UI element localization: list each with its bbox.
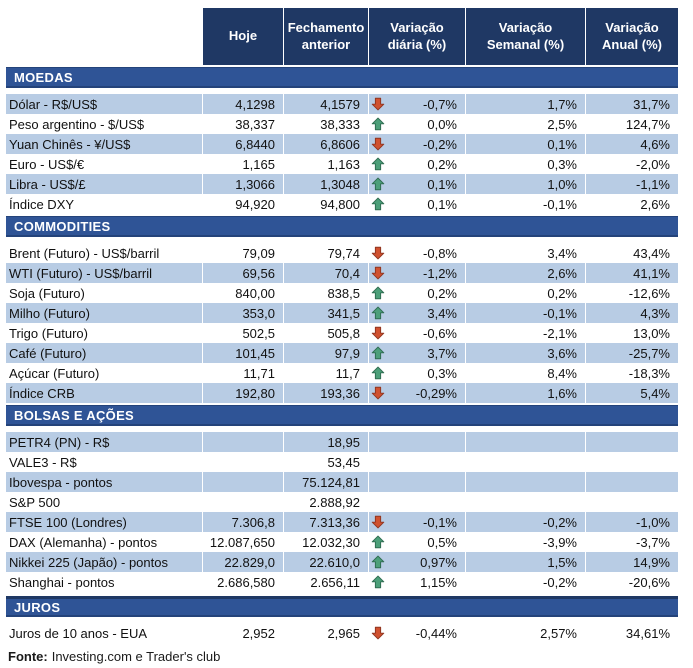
today-value: 6,8440 bbox=[202, 134, 283, 154]
today-value: 1,165 bbox=[202, 154, 283, 174]
row-label: DAX (Alemanha) - pontos bbox=[9, 534, 158, 550]
today-value: 1,3066 bbox=[202, 174, 283, 194]
row-label: Café (Futuro) bbox=[6, 343, 202, 363]
weekly-change-value: 1,5% bbox=[465, 552, 585, 572]
previous-close-value: 18,95 bbox=[283, 432, 368, 452]
daily-change-cell bbox=[368, 263, 465, 283]
annual-change-value bbox=[585, 492, 678, 512]
annual-change-value: 13,0% bbox=[585, 323, 678, 343]
weekly-change-value: -0,1% bbox=[465, 194, 585, 214]
weekly-change-value: 2,5% bbox=[465, 114, 585, 134]
row-label: Açúcar (Futuro) bbox=[9, 365, 100, 381]
previous-close-value: 341,5 bbox=[283, 303, 368, 323]
previous-close-value: 7.313,36 bbox=[283, 512, 368, 532]
daily-change-cell bbox=[368, 572, 465, 592]
today-value: 22.829,0 bbox=[202, 552, 283, 572]
down-arrow-icon bbox=[371, 326, 385, 341]
annual-change-value: -1,1% bbox=[585, 174, 678, 194]
annual-change-value: 124,7% bbox=[585, 114, 678, 134]
daily-change-cell bbox=[368, 492, 465, 512]
today-value bbox=[202, 452, 283, 472]
section-header: MOEDAS bbox=[6, 67, 678, 88]
today-value: 101,45 bbox=[202, 343, 283, 363]
daily-change-value: 0,97% bbox=[420, 554, 457, 570]
table-row bbox=[6, 623, 693, 643]
daily-change-value: -0,7% bbox=[423, 96, 457, 112]
weekly-change-value: -0,1% bbox=[465, 303, 585, 323]
annual-change-value: 43,4% bbox=[585, 243, 678, 263]
down-arrow-icon bbox=[371, 137, 385, 152]
daily-change-value: 0,1% bbox=[427, 176, 457, 192]
table-row bbox=[6, 552, 693, 572]
section-bolsas-e-a-es bbox=[6, 405, 693, 592]
today-value: 7.306,8 bbox=[202, 512, 283, 532]
row-label: Libra - US$/£ bbox=[6, 174, 202, 194]
row-label: Juros de 10 anos - EUA bbox=[9, 625, 148, 641]
weekly-change-value: 3,6% bbox=[465, 343, 585, 363]
daily-change-value: -0,1% bbox=[423, 514, 457, 530]
daily-change-cell bbox=[368, 623, 465, 643]
daily-change-cell bbox=[368, 323, 465, 343]
down-arrow-icon bbox=[371, 515, 385, 530]
source-text: Investing.com e Trader's club bbox=[51, 649, 221, 664]
daily-change-value: -0,29% bbox=[415, 385, 457, 401]
previous-close-value: 6,8606 bbox=[283, 134, 368, 154]
weekly-change-value: 0,2% bbox=[465, 283, 585, 303]
today-value: 12.087,650 bbox=[202, 532, 283, 552]
previous-close-value: 2,965 bbox=[283, 623, 368, 643]
daily-change-cell bbox=[368, 303, 465, 323]
previous-close-value: 75.124,81 bbox=[283, 472, 368, 492]
weekly-change-value: 0,3% bbox=[465, 154, 585, 174]
table-row bbox=[6, 572, 693, 592]
today-value: 353,0 bbox=[202, 303, 283, 323]
daily-change-cell bbox=[368, 383, 465, 403]
daily-change-cell bbox=[368, 452, 465, 472]
today-value: 502,5 bbox=[202, 323, 283, 343]
row-label: Nikkei 225 (Japão) - pontos bbox=[6, 552, 202, 572]
weekly-change-value: -0,2% bbox=[465, 512, 585, 532]
annual-change-value: 34,61% bbox=[585, 623, 678, 643]
weekly-change-value: 2,57% bbox=[465, 623, 585, 643]
daily-change-cell bbox=[368, 174, 465, 194]
annual-change-value: 4,6% bbox=[585, 134, 678, 154]
table-row bbox=[6, 512, 693, 532]
row-label: Trigo (Futuro) bbox=[9, 325, 88, 341]
previous-close-value: 11,7 bbox=[283, 363, 368, 383]
row-label: Yuan Chinês - ¥/US$ bbox=[6, 134, 202, 154]
today-value bbox=[202, 472, 283, 492]
down-arrow-icon bbox=[371, 246, 385, 261]
row-label: Ibovespa - pontos bbox=[6, 472, 202, 492]
annual-change-value: -12,6% bbox=[585, 283, 678, 303]
up-arrow-icon bbox=[371, 177, 385, 192]
table-row bbox=[6, 432, 693, 452]
today-value: 4,1298 bbox=[202, 94, 283, 114]
weekly-change-value bbox=[465, 432, 585, 452]
daily-change-cell bbox=[368, 94, 465, 114]
table-row bbox=[6, 323, 693, 343]
up-arrow-icon bbox=[371, 286, 385, 301]
down-arrow-icon bbox=[371, 386, 385, 401]
weekly-change-value: 1,7% bbox=[465, 94, 585, 114]
previous-close-value: 2.888,92 bbox=[283, 492, 368, 512]
daily-change-cell bbox=[368, 552, 465, 572]
daily-change-value: -1,2% bbox=[423, 265, 457, 281]
weekly-change-value bbox=[465, 492, 585, 512]
previous-close-value: 97,9 bbox=[283, 343, 368, 363]
daily-change-cell bbox=[368, 243, 465, 263]
table-row bbox=[6, 194, 693, 214]
down-arrow-icon bbox=[371, 266, 385, 281]
annual-change-value: -3,7% bbox=[585, 532, 678, 552]
daily-change-value: -0,6% bbox=[423, 325, 457, 341]
weekly-change-value: -2,1% bbox=[465, 323, 585, 343]
daily-change-value: 0,5% bbox=[427, 534, 457, 550]
today-value: 192,80 bbox=[202, 383, 283, 403]
daily-change-value: 0,2% bbox=[427, 285, 457, 301]
daily-change-cell bbox=[368, 472, 465, 492]
row-label: VALE3 - R$ bbox=[9, 454, 77, 470]
section-header: BOLSAS E AÇÕES bbox=[6, 405, 678, 426]
down-arrow-icon bbox=[371, 626, 385, 641]
annual-change-value bbox=[585, 432, 678, 452]
row-label: WTI (Futuro) - US$/barril bbox=[6, 263, 202, 283]
daily-change-value: 3,4% bbox=[427, 305, 457, 321]
today-value: 79,09 bbox=[202, 243, 283, 263]
section-moedas bbox=[6, 67, 693, 214]
daily-change-value: -0,44% bbox=[415, 625, 457, 641]
table-row bbox=[6, 452, 693, 472]
annual-change-value: 31,7% bbox=[585, 94, 678, 114]
today-value bbox=[202, 432, 283, 452]
table-row bbox=[6, 343, 693, 363]
column-header-2: Variação diária (%) bbox=[368, 8, 465, 65]
previous-close-value: 2.656,11 bbox=[283, 572, 368, 592]
section-commodities bbox=[6, 216, 693, 403]
daily-change-cell bbox=[368, 512, 465, 532]
daily-change-cell bbox=[368, 134, 465, 154]
daily-change-value: 3,7% bbox=[427, 345, 457, 361]
row-label: Índice DXY bbox=[9, 196, 75, 212]
today-value: 2,952 bbox=[202, 623, 283, 643]
previous-close-value: 12.032,30 bbox=[283, 532, 368, 552]
previous-close-value: 505,8 bbox=[283, 323, 368, 343]
today-value: 94,920 bbox=[202, 194, 283, 214]
daily-change-value: -0,2% bbox=[423, 136, 457, 152]
column-header-0: Hoje bbox=[202, 8, 283, 65]
table-row bbox=[6, 492, 693, 512]
up-arrow-icon bbox=[371, 306, 385, 321]
row-label: Brent (Futuro) - US$/barril bbox=[9, 245, 160, 261]
weekly-change-value: 3,4% bbox=[465, 243, 585, 263]
weekly-change-value: 2,6% bbox=[465, 263, 585, 283]
up-arrow-icon bbox=[371, 117, 385, 132]
source-label: Fonte: bbox=[8, 649, 48, 664]
previous-close-value: 4,1579 bbox=[283, 94, 368, 114]
daily-change-value: 0,2% bbox=[427, 156, 457, 172]
weekly-change-value: -0,2% bbox=[465, 572, 585, 592]
up-arrow-icon bbox=[371, 346, 385, 361]
annual-change-value: 2,6% bbox=[585, 194, 678, 214]
daily-change-cell bbox=[368, 114, 465, 134]
daily-change-value: 1,15% bbox=[420, 574, 457, 590]
today-value: 840,00 bbox=[202, 283, 283, 303]
weekly-change-value bbox=[465, 472, 585, 492]
table-row bbox=[6, 154, 693, 174]
previous-close-value: 838,5 bbox=[283, 283, 368, 303]
up-arrow-icon bbox=[371, 575, 385, 590]
previous-close-value: 193,36 bbox=[283, 383, 368, 403]
daily-change-value: 0,3% bbox=[427, 365, 457, 381]
previous-close-value: 1,163 bbox=[283, 154, 368, 174]
section-juros bbox=[6, 596, 693, 643]
row-label: S&P 500 bbox=[9, 494, 61, 510]
row-label: Índice CRB bbox=[6, 383, 202, 403]
table-body bbox=[6, 67, 693, 643]
daily-change-value: -0,8% bbox=[423, 245, 457, 261]
table-row bbox=[6, 114, 693, 134]
annual-change-value: -2,0% bbox=[585, 154, 678, 174]
annual-change-value: -25,7% bbox=[585, 343, 678, 363]
row-label: Dólar - R$/US$ bbox=[6, 94, 202, 114]
daily-change-value: 0,1% bbox=[427, 196, 457, 212]
row-label: Shanghai - pontos bbox=[9, 574, 115, 590]
annual-change-value bbox=[585, 452, 678, 472]
annual-change-value: -18,3% bbox=[585, 363, 678, 383]
previous-close-value: 53,45 bbox=[283, 452, 368, 472]
annual-change-value: 41,1% bbox=[585, 263, 678, 283]
annual-change-value: -20,6% bbox=[585, 572, 678, 592]
today-value: 2.686,580 bbox=[202, 572, 283, 592]
row-label: FTSE 100 (Londres) bbox=[6, 512, 202, 532]
up-arrow-icon bbox=[371, 197, 385, 212]
down-arrow-icon bbox=[371, 97, 385, 112]
daily-change-cell bbox=[368, 363, 465, 383]
previous-close-value: 1,3048 bbox=[283, 174, 368, 194]
row-label: Milho (Futuro) bbox=[6, 303, 202, 323]
table-row bbox=[6, 243, 693, 263]
up-arrow-icon bbox=[371, 535, 385, 550]
corner-cell bbox=[6, 8, 202, 65]
table-row bbox=[6, 134, 693, 154]
row-label: Peso argentino - $/US$ bbox=[9, 116, 145, 132]
up-arrow-icon bbox=[371, 366, 385, 381]
row-label: PETR4 (PN) - R$ bbox=[6, 432, 202, 452]
column-header-1: Fechamento anterior bbox=[283, 8, 368, 65]
row-label: Soja (Futuro) bbox=[9, 285, 85, 301]
annual-change-value: 5,4% bbox=[585, 383, 678, 403]
table-row bbox=[6, 363, 693, 383]
section-header: COMMODITIES bbox=[6, 216, 678, 237]
today-value bbox=[202, 492, 283, 512]
up-arrow-icon bbox=[371, 157, 385, 172]
table-row bbox=[6, 174, 693, 194]
table-row bbox=[6, 383, 693, 403]
daily-change-cell bbox=[368, 432, 465, 452]
row-label: Euro - US$/€ bbox=[9, 156, 85, 172]
table-row bbox=[6, 283, 693, 303]
previous-close-value: 94,800 bbox=[283, 194, 368, 214]
previous-close-value: 22.610,0 bbox=[283, 552, 368, 572]
previous-close-value: 79,74 bbox=[283, 243, 368, 263]
weekly-change-value: 0,1% bbox=[465, 134, 585, 154]
column-header-4: Variação Anual (%) bbox=[585, 8, 678, 65]
source-note bbox=[6, 649, 693, 664]
table-row bbox=[6, 532, 693, 552]
table-row bbox=[6, 472, 693, 492]
weekly-change-value: 1,6% bbox=[465, 383, 585, 403]
table-row bbox=[6, 303, 693, 323]
daily-change-cell bbox=[368, 343, 465, 363]
annual-change-value: 14,9% bbox=[585, 552, 678, 572]
weekly-change-value: 8,4% bbox=[465, 363, 585, 383]
today-value: 11,71 bbox=[202, 363, 283, 383]
column-header-3: Variação Semanal (%) bbox=[465, 8, 585, 65]
daily-change-value: 0,0% bbox=[427, 116, 457, 132]
daily-change-cell bbox=[368, 283, 465, 303]
table-row bbox=[6, 263, 693, 283]
annual-change-value: -1,0% bbox=[585, 512, 678, 532]
weekly-change-value: -3,9% bbox=[465, 532, 585, 552]
previous-close-value: 70,4 bbox=[283, 263, 368, 283]
table-header-row bbox=[6, 8, 693, 65]
today-value: 38,337 bbox=[202, 114, 283, 134]
daily-change-cell bbox=[368, 194, 465, 214]
previous-close-value: 38,333 bbox=[283, 114, 368, 134]
daily-change-cell bbox=[368, 154, 465, 174]
weekly-change-value: 1,0% bbox=[465, 174, 585, 194]
annual-change-value: 4,3% bbox=[585, 303, 678, 323]
weekly-change-value bbox=[465, 452, 585, 472]
annual-change-value bbox=[585, 472, 678, 492]
today-value: 69,56 bbox=[202, 263, 283, 283]
daily-change-cell bbox=[368, 532, 465, 552]
up-arrow-icon bbox=[371, 555, 385, 570]
table-row bbox=[6, 94, 693, 114]
section-header: JUROS bbox=[6, 596, 678, 617]
